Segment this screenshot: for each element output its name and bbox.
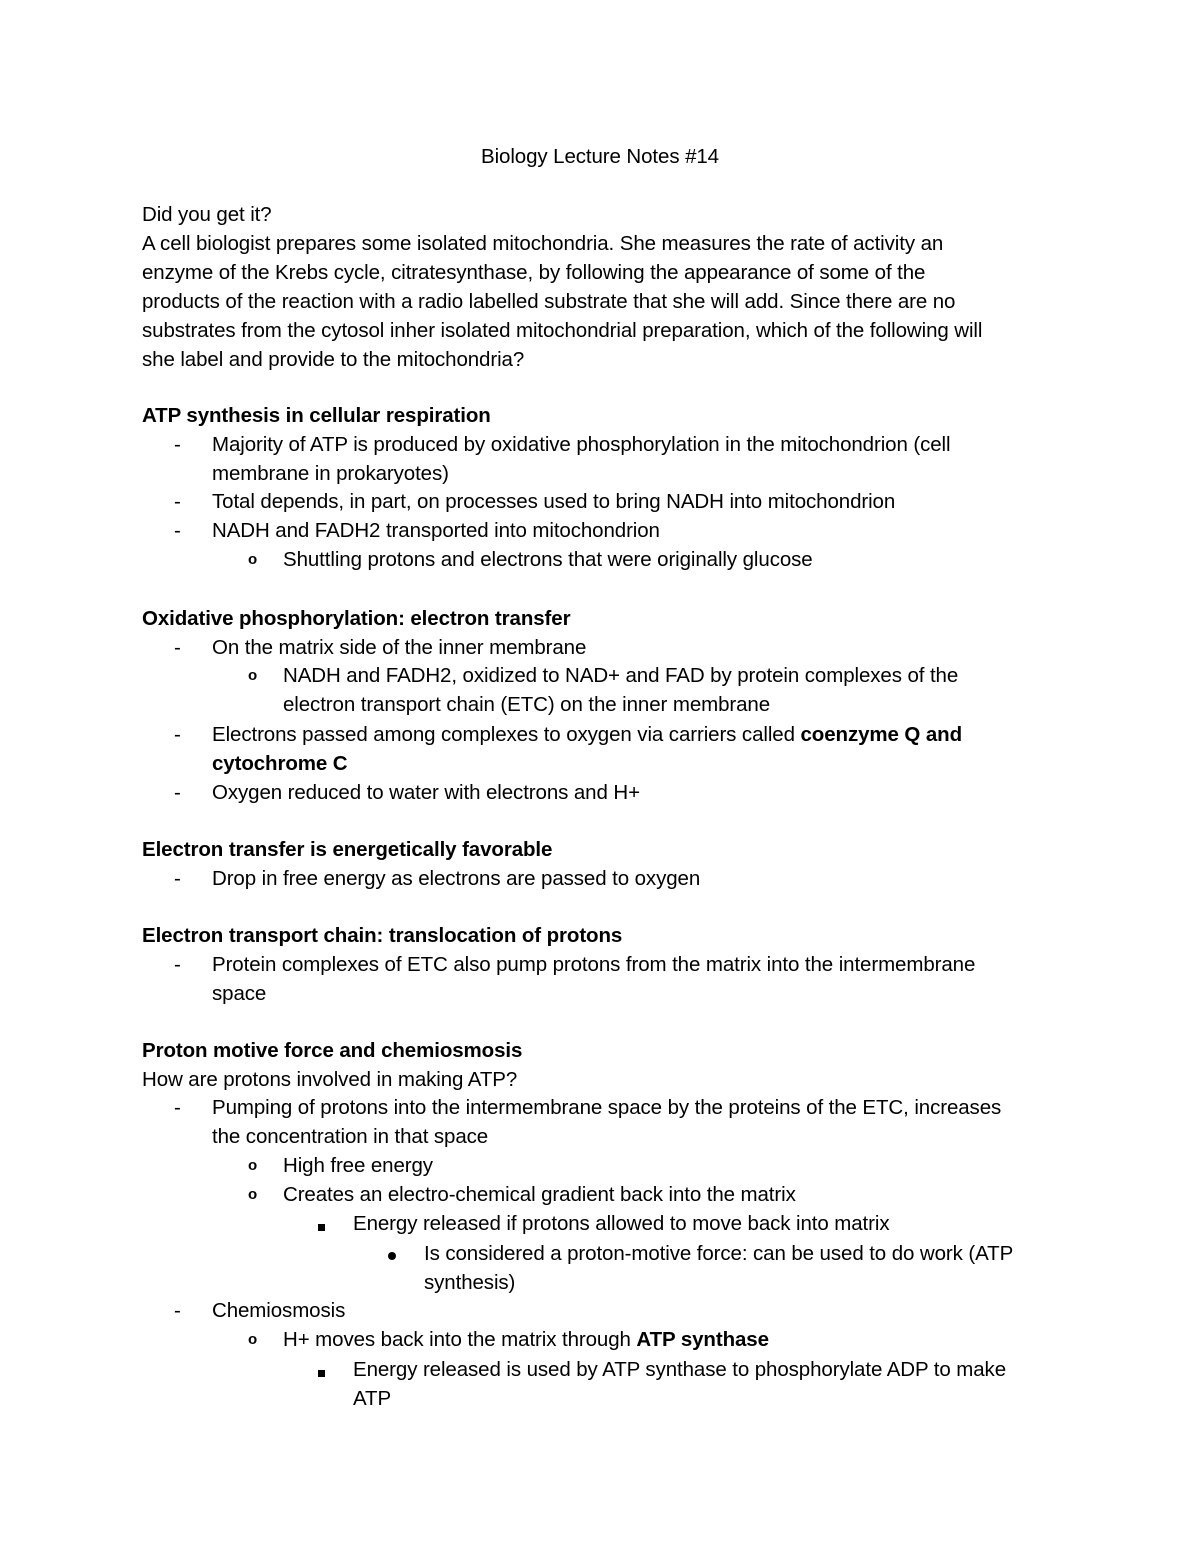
square-bullet-icon <box>318 1213 325 1237</box>
circle-bullet-icon: o <box>248 1186 258 1203</box>
question-line-5: she label and provide to the mitochondria? <box>142 348 525 371</box>
dash-bullet: - <box>174 636 181 659</box>
bold-term: coenzyme Q and <box>800 723 963 746</box>
list-item: Energy released is used by ATP synthase to phosphorylate ADP to make <box>353 1358 1007 1381</box>
section-heading-electron-transfer: Electron transfer is energetically favorable <box>142 838 553 861</box>
section-heading-atp-synthesis: ATP synthesis in cellular respiration <box>142 404 491 427</box>
circle-bullet-icon: o <box>248 1331 258 1348</box>
list-item <box>212 723 962 747</box>
section-heading-proton-motive-force: Proton motive force and chemiosmosis <box>142 1039 523 1062</box>
square-bullet-icon <box>318 1359 325 1383</box>
list-item-continuation: synthesis) <box>424 1271 516 1294</box>
dash-bullet: - <box>174 1096 181 1119</box>
list-item: On the matrix side of the inner membrane <box>212 636 587 659</box>
question-line-3: products of the reaction with a radio labelled substrate that she will add. Since there are no <box>142 290 956 313</box>
dot-bullet-icon <box>388 1242 396 1266</box>
list-item: Is considered a proton-motive force: can be used to do work (ATP <box>424 1242 1014 1265</box>
dash-bullet: - <box>174 490 181 513</box>
list-item: Shuttling protons and electrons that were originally glucose <box>283 548 813 571</box>
list-item: High free energy <box>283 1154 433 1177</box>
section-question: How are protons involved in making ATP? <box>142 1068 518 1091</box>
dash-bullet: - <box>174 723 181 746</box>
list-item <box>283 1328 769 1352</box>
list-item: NADH and FADH2, oxidized to NAD+ and FAD by protein complexes of the <box>283 664 959 687</box>
section-heading-electron-transport-chain: Electron transport chain: translocation of protons <box>142 924 623 947</box>
dash-bullet: - <box>174 433 181 456</box>
dash-bullet: - <box>174 1299 181 1322</box>
list-item: Pumping of protons into the intermembrane space by the proteins of the ETC, increases <box>212 1096 1002 1119</box>
document-title: Biology Lecture Notes #14 <box>481 145 719 168</box>
list-item-continuation: electron transport chain (ETC) on the inner membrane <box>283 693 771 716</box>
list-item-continuation: ATP <box>353 1387 392 1410</box>
section-heading-oxidative-phosphorylation: Oxidative phosphorylation: electron transfer <box>142 607 571 630</box>
dash-bullet: - <box>174 953 181 976</box>
bold-term-continuation: cytochrome C <box>212 752 348 775</box>
list-item-text: Electrons passed among complexes to oxygen via carriers called <box>212 723 801 746</box>
circle-bullet-icon: o <box>248 551 258 568</box>
list-item: Majority of ATP is produced by oxidative phosphorylation in the mitochondrion (cell <box>212 433 951 456</box>
question-heading: Did you get it? <box>142 203 272 226</box>
circle-bullet-icon: o <box>248 1157 258 1174</box>
question-line-1: A cell biologist prepares some isolated mitochondria. She measures the rate of activity an <box>142 232 944 255</box>
list-item: NADH and FADH2 transported into mitochondrion <box>212 519 660 542</box>
bold-term: ATP synthase <box>636 1328 769 1351</box>
list-item: Chemiosmosis <box>212 1299 346 1322</box>
list-item: Drop in free energy as electrons are passed to oxygen <box>212 867 701 890</box>
dash-bullet: - <box>174 519 181 542</box>
list-item-text: H+ moves back into the matrix through <box>283 1328 637 1351</box>
list-item-continuation: space <box>212 982 267 1005</box>
dash-bullet: - <box>174 867 181 890</box>
circle-bullet-icon: o <box>248 667 258 684</box>
list-item: Oxygen reduced to water with electrons and H+ <box>212 781 640 804</box>
list-item: Protein complexes of ETC also pump protons from the matrix into the intermembrane <box>212 953 976 976</box>
list-item: Total depends, in part, on processes used to bring NADH into mitochondrion <box>212 490 896 513</box>
dash-bullet: - <box>174 781 181 804</box>
list-item: Creates an electro-chemical gradient back into the matrix <box>283 1183 796 1206</box>
list-item-continuation: membrane in prokaryotes) <box>212 462 449 485</box>
question-line-2: enzyme of the Krebs cycle, citratesynthase, by following the appearance of some of the <box>142 261 926 284</box>
list-item: Energy released if protons allowed to move back into matrix <box>353 1212 890 1235</box>
question-line-4: substrates from the cytosol inher isolated mitochondrial preparation, which of the following will <box>142 319 983 342</box>
list-item-continuation: the concentration in that space <box>212 1125 489 1148</box>
